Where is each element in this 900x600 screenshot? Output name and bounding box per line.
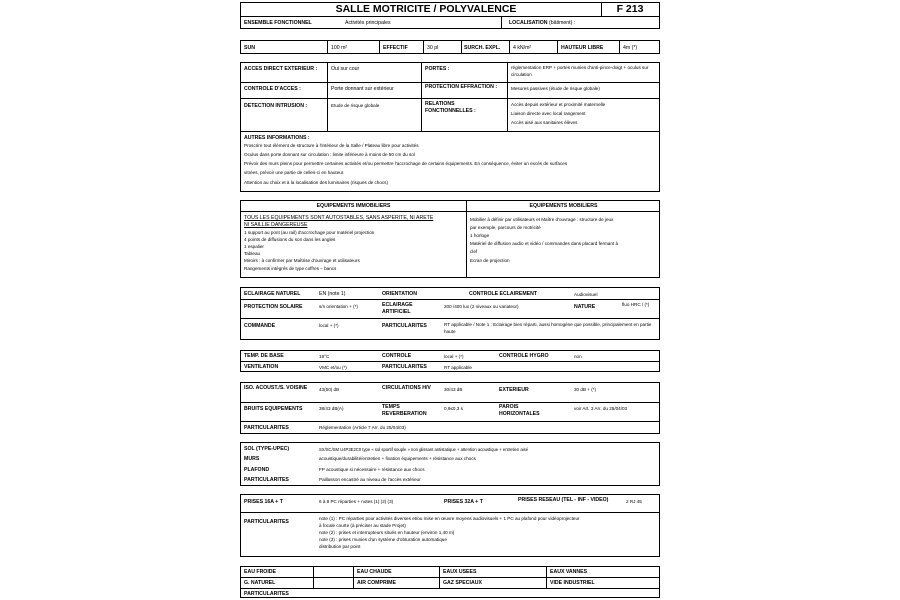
acoustics-block <box>240 382 660 434</box>
bruits-equipements-value: 38/43 dB(A) <box>319 406 344 411</box>
immo-line: 1 support au pont (au rail) d'accrochage pour matériel projection <box>244 230 375 235</box>
autres-line: Attention au choix et à la localisation des luminaires (risques de chocs) <box>244 180 389 185</box>
relations-value: Liaison directe avec local rangement <box>511 111 586 116</box>
protection-solaire-value: s/n orientation + (*) <box>319 304 358 309</box>
effectif-label: EFFECTIF <box>383 45 408 51</box>
hauteur-value: 4m (*) <box>623 45 638 51</box>
parois-label: PAROIS HORIZONTALES <box>499 404 540 417</box>
iso-acoustique-value: 43(50) dB <box>319 387 340 392</box>
plafond-label: PLAFOND <box>244 467 270 473</box>
localisation-note: (bâtiment) : <box>548 20 576 26</box>
immo-line: TOUS LES EQUIPEMENTS SONT AUTOSTABLES, SANS ASPERITE, NI ARETE <box>244 215 434 221</box>
bruits-equipements-label: BRUITS EQUIPEMENTS <box>244 406 303 412</box>
detection-label: DETECTION INTRUSION : <box>244 103 308 109</box>
lighting-block <box>240 287 660 340</box>
autres-informations-label: AUTRES INFORMATIONS : <box>244 135 310 141</box>
fluids-block <box>240 566 660 598</box>
controle-acces-value: Porte donnant sur extérieur <box>331 86 394 92</box>
prises-16a-value: 6 à 8 PC réparties + notes (1) (2) (3) <box>319 499 394 504</box>
prises-note-line: note (1) : PC réparties pour activités diverses et/ou mise en œuvre moyens audiovisuels + 1 PC au plafond pour vidéoprojecteur <box>319 516 580 521</box>
relations-label: RELATIONS FONCTIONNELLES : <box>425 101 476 114</box>
acces-direct-label: ACCES DIRECT EXTERIEUR : <box>244 66 318 72</box>
eaux-vannes-label: EAUX VANNES <box>550 569 588 575</box>
mob-line: 1 horloge <box>470 233 490 238</box>
temp-particularites-value: RT applicable <box>444 365 472 370</box>
surface-row <box>240 40 660 54</box>
eclairage-naturel-label: ECLAIRAGE NATUREL <box>244 291 301 297</box>
mob-line: clef <box>470 249 478 254</box>
prises-reseau-label: PRISES RESEAU (TEL - INF - VIDEO) <box>518 497 609 503</box>
ventilation-label: VENTILATION <box>244 364 279 370</box>
equipements-immobiliers-title: EQUIPEMENTS IMMOBILIERS <box>316 203 391 209</box>
immo-line: NI SAILLIE DANGEREUSE <box>244 222 308 228</box>
fluides-particularites-label: PARTICULARITES <box>244 591 289 597</box>
detection-value: Etude de risque globale <box>331 103 380 108</box>
iso-acoustique-label: ISO. ACOUST./S. VOISINE <box>244 385 308 391</box>
prises-note-line: à focale courte (à préciser au stade Projet) <box>319 523 406 528</box>
prises-note-line: note (2) : prises et interrupteurs situés en hauteur (environ 1,40 m) <box>319 530 455 535</box>
protection-effraction-label: PROTECTION EFFRACTION : <box>425 84 498 90</box>
eclairage-artificiel-value: 200 /400 lux (2 niveaux ou variateur) <box>444 304 519 309</box>
controle-acces-label: CONTROLE D'ACCES : <box>244 86 301 92</box>
circulations-label: CIRCULATIONS H/V <box>382 385 431 391</box>
mob-line: Ecran de projection <box>470 258 510 263</box>
equipements-mobiliers-title: EQUIPEMENTS MOBILIERS <box>529 203 598 209</box>
revetements-particularites-value: Paillasson encastré au niveau de l'accès extérieur <box>319 477 421 482</box>
localisation-label: LOCALISATION <box>509 20 548 26</box>
mob-line: Mobilier à définir par utilisateurs et Maître d'ouvrage : structure de jeux <box>470 217 614 222</box>
surcharge-value: 4 kN/m² <box>513 45 532 51</box>
nature-value: fluo HRC / (*) <box>622 302 650 307</box>
sun-value: 100 m² <box>331 45 348 51</box>
murs-label: MURS <box>244 456 260 462</box>
sun-label: SUN <box>244 45 255 51</box>
temp-controle-value: local + (*) <box>444 354 464 359</box>
gaz-naturel-label: G. NATUREL <box>244 580 276 586</box>
finishes-block <box>240 442 660 486</box>
immo-line: 4 points de diffusions du son dans les angles <box>244 237 336 242</box>
acoustique-particularites-value: Réglementation (Article 7 Arr. du 25/04/03) <box>319 425 406 430</box>
temp-base-value: 19°C <box>319 354 330 359</box>
revetements-particularites-label: PARTICULARITES <box>244 477 289 483</box>
protection-solaire-label: PROTECTION SOLAIRE <box>244 304 303 310</box>
eclairage-particularites-label: PARTICULARITES <box>382 323 427 329</box>
autres-line: Proscrire tout élément de structure à l'intérieur de la Salle / Plateau libre pour activités <box>244 143 419 148</box>
acoustique-particularites-label: PARTICULARITES <box>244 425 289 431</box>
temps-reverberation-value: 0,9≤0,3 s <box>444 406 463 411</box>
page-title: SALLE MOTRICITE / POLYVALENCE <box>335 3 517 15</box>
exterieur-label: EXTERIEUR <box>499 387 529 393</box>
program-sheet <box>240 0 660 600</box>
commande-label: COMMANDE <box>244 323 276 329</box>
prises-32a-label: PRISES 32A + T <box>444 499 483 505</box>
surcharge-label: SURCH. EXPL. <box>464 45 501 51</box>
relations-value: Accès depuis extérieur et proximité maternelle <box>511 102 606 107</box>
temp-base-label: TEMP. DE BASE <box>244 353 284 359</box>
immo-line: Rangements intégrés de type coffres – bancs <box>244 266 337 271</box>
relations-value: Accès aisé aux sanitaires élèves <box>511 120 578 125</box>
mob-line: Matériel de diffusion audio et vidéo / commandes dans placard fermant à <box>470 241 619 246</box>
prises-reseau-value: 2 RJ 45 <box>626 499 642 504</box>
autres-line: vitrées, prévoir une partie de celles-ci en hauteur. <box>244 170 345 175</box>
air-comprime-label: AIR COMPRIME <box>357 580 396 586</box>
portes-value: réglementation ERP + portes munies d'anti-pince-doigt + oculus sur circulation <box>511 65 649 77</box>
protection-effraction-value: Mesures passives (étude de risque globale) <box>511 86 600 91</box>
autres-line: Oculus dans porte donnant sur circulation : limite inférieure à moins de 50 cm du sol <box>244 152 415 157</box>
controle-hygro-label: CONTROLE HYGRO <box>499 353 549 359</box>
prises-16a-label: PRISES 16A + T <box>244 499 283 505</box>
ensemble-value: Activités principales <box>345 20 391 26</box>
temps-reverberation-label: TEMPS REVERBERATION <box>382 404 427 417</box>
ventilation-value: VMC et/ou (*) <box>319 365 347 370</box>
sheet-code: F 213 <box>616 3 644 15</box>
circulations-value: 30/43 dB <box>444 387 463 392</box>
commande-value: local + (*) <box>319 323 339 328</box>
sol-value: SX/SC/SM U4P3E2C0 type « sol sportif souple » non glissant antistatique + attention acoustique + entretien aisé <box>319 447 529 452</box>
eclairage-naturel-value: EN (note 1) <box>319 291 346 297</box>
eau-chaude-label: EAU CHAUDE <box>357 569 392 575</box>
temp-controle-label: CONTROLE <box>382 353 412 359</box>
plafond-value: FP acoustique si nécessaire + résistance aux chocs <box>319 467 425 472</box>
acces-direct-value: Oui sur cour <box>331 66 360 72</box>
immo-line: Tableau <box>244 251 261 256</box>
immo-line: Miroirs : à confirmer par Maîtrise d'ouvrage et utilisateurs <box>244 258 360 263</box>
controle-eclairement-label: CONTROLE ECLAIREMENT <box>469 291 538 297</box>
sheet-header <box>240 2 660 29</box>
nature-label: NATURE <box>574 304 596 310</box>
hauteur-label: HAUTEUR LIBRE <box>561 45 604 51</box>
portes-label: PORTES : <box>425 66 450 72</box>
exterieur-value: 30 dB + (*) <box>574 387 597 392</box>
access-block <box>240 62 660 192</box>
eclairage-artificiel-label: ECLAIRAGE ARTIFICIEL <box>382 302 413 315</box>
orientation-label: ORIENTATION <box>382 291 417 297</box>
controle-hygro-value: non <box>574 354 582 359</box>
eclairage-particularites-value: RT applicable / Note 1 : Eclairage bien réparti, aussi homogène que possible, principalement en partie haute <box>444 322 652 334</box>
eaux-usees-label: EAUX USEES <box>443 569 477 575</box>
autres-line: Prévoir des murs pleins pour permettre certaines activités et/ou permettre l'accrochage de certains équipements. En conséquence, éviter un excès de surfaces <box>244 161 568 166</box>
prises-note-line: note (3) : prises munies d'un système d'obturation automatique <box>319 537 447 542</box>
ensemble-label: ENSEMBLE FONCTIONNEL <box>244 20 312 26</box>
localisation <box>509 20 575 26</box>
equipment-block <box>240 200 660 278</box>
sol-label: SOL (TYPE-UPEC) <box>244 446 290 452</box>
mob-line: par exemple, parcours de motricité <box>470 225 541 230</box>
immo-line: 1 espalier <box>244 244 264 249</box>
parois-value: voir Art. 3 Arr. du 25/04/03 <box>574 406 628 411</box>
controle-eclairement-value: Audiovisuel <box>574 292 598 297</box>
prises-note-line: distribution par point <box>319 544 361 549</box>
vide-industriel-label: VIDE INDUSTRIEL <box>550 580 595 586</box>
outlets-block <box>240 494 660 557</box>
temp-particularites-label: PARTICULARITES <box>382 364 427 370</box>
temperature-block <box>240 350 660 372</box>
gaz-speciaux-label: GAZ SPECIAUX <box>443 580 482 586</box>
murs-value: acoustique/durabilité/entretien + fixation équipements + résistance aux chocs <box>319 456 476 461</box>
effectif-value: 30 pl <box>427 45 439 51</box>
eau-froide-label: EAU FROIDE <box>244 569 276 575</box>
prises-particularites-label: PARTICULARITES <box>244 519 289 525</box>
